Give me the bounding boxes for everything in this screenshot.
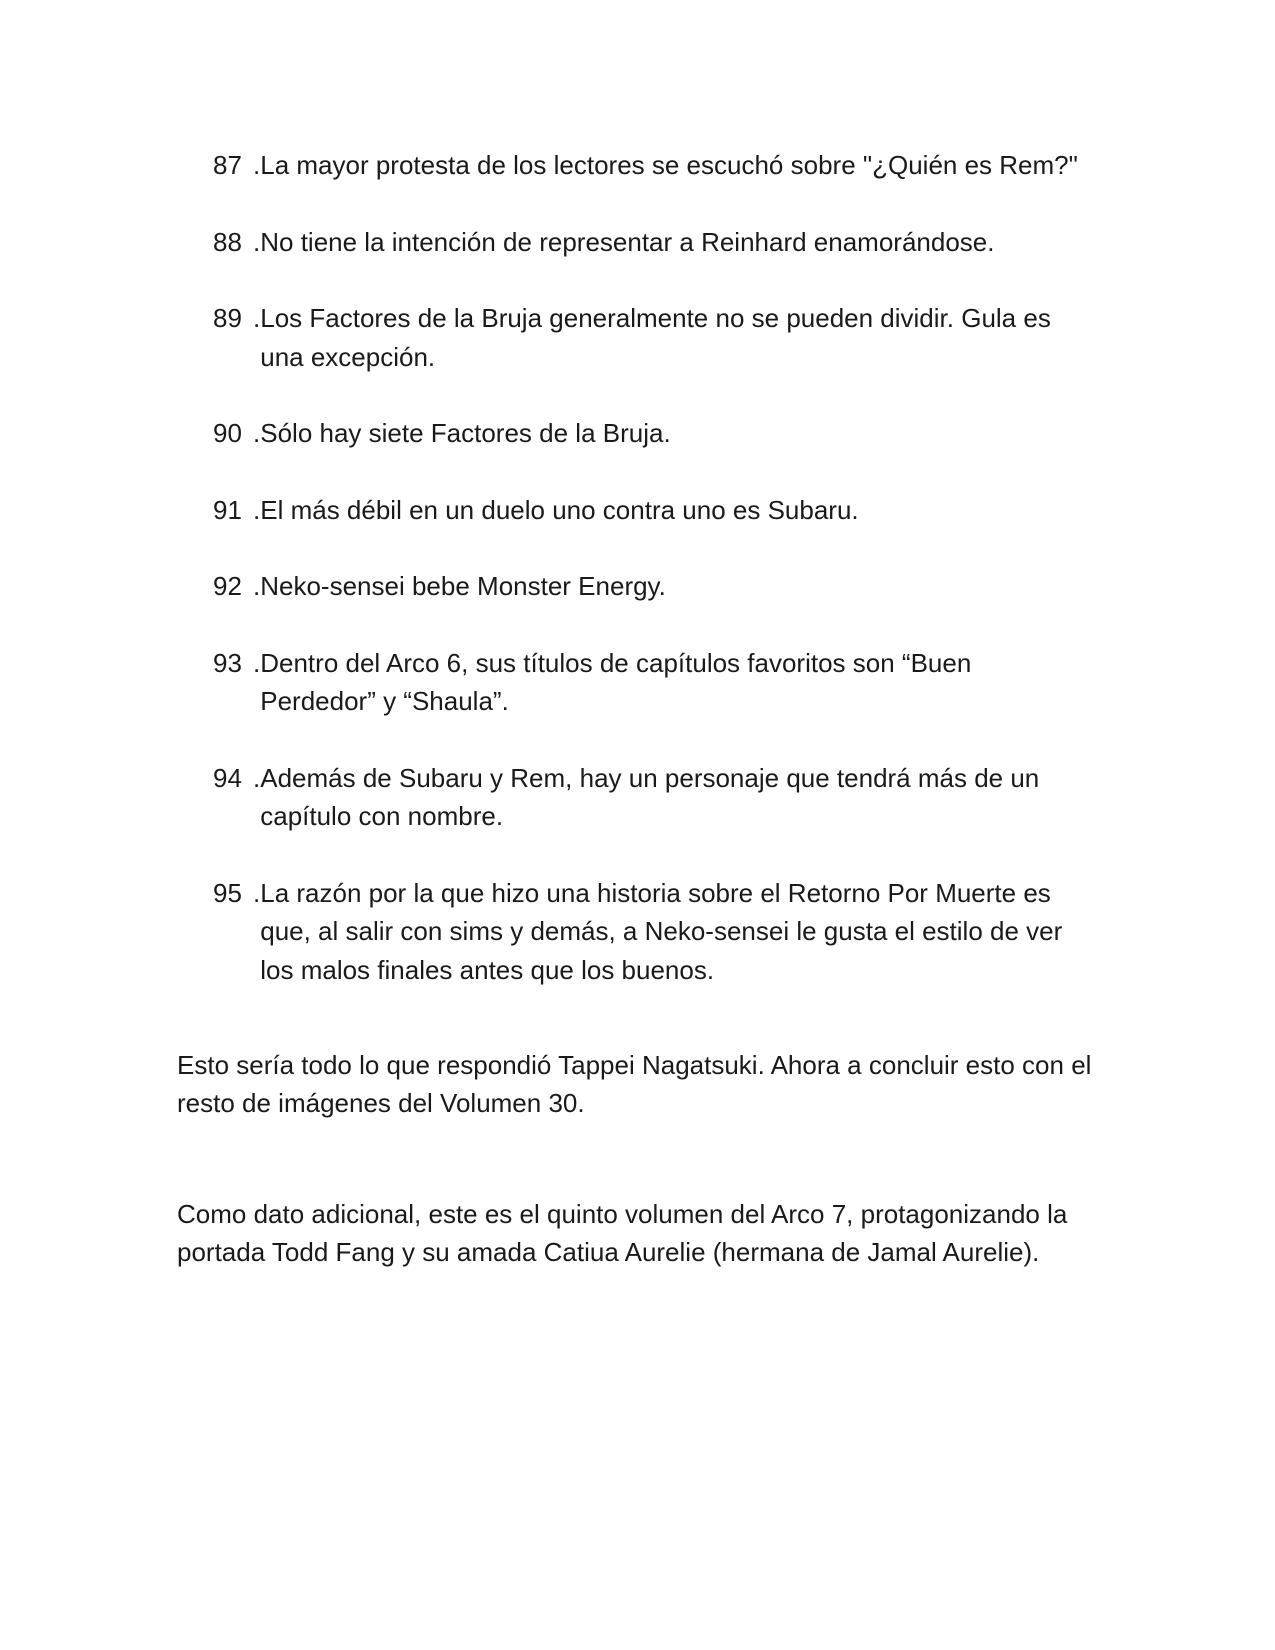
- list-item: [213, 644, 1093, 721]
- list-item: [213, 491, 1093, 530]
- list-item: [213, 874, 1093, 990]
- list-item: [213, 299, 1093, 376]
- list-item-period: .: [253, 762, 261, 793]
- list-item: [213, 759, 1093, 836]
- numbered-list: [213, 146, 1093, 1027]
- list-item-number: 95: [213, 877, 242, 908]
- list-item-text: La mayor protesta de los lectores se escuchó sobre "¿Quién es Rem?": [260, 150, 1078, 180]
- list-item-period: .: [253, 303, 261, 333]
- list-item-text: Los Factores de la Bruja generalmente no se pueden dividir. Gula es una excepción.: [260, 303, 1051, 372]
- list-item-number: 93: [213, 647, 242, 678]
- list-item-text: El más débil en un duelo uno contra uno es Subaru.: [260, 494, 859, 525]
- list-item-text: No tiene la intención de representar a Reinhard enamorándose.: [260, 226, 995, 257]
- list-item-period: .: [253, 418, 261, 448]
- list-item-number: 90: [213, 418, 242, 448]
- closing-paragraph: Esto sería todo lo que respondió Tappei Nagatsuki. Ahora a concluir esto con el resto de imágenes del Volumen 30.: [177, 1050, 1092, 1118]
- list-item-period: .: [253, 150, 261, 180]
- list-item-period: .: [253, 494, 261, 525]
- list-item-period: .: [253, 877, 261, 908]
- list-item-period: .: [253, 571, 261, 601]
- list-item: [213, 567, 1093, 606]
- list-item-number: 91: [213, 494, 242, 525]
- additional-info-paragraph: Como dato adicional, este es el quinto volumen del Arco 7, protagonizando la portada Todd Fang y su amada Catiua Aurelie (hermana de Jamal Aurelie).: [177, 1199, 1068, 1267]
- list-item-text: Dentro del Arco 6, sus títulos de capítulos favoritos son “Buen Perdedor” y “Shaula”.: [260, 647, 972, 716]
- list-item-number: 87: [213, 150, 242, 180]
- list-item-text: Sólo hay siete Factores de la Bruja.: [260, 418, 671, 448]
- list-item-number: 89: [213, 303, 242, 333]
- list-item-period: .: [253, 226, 261, 257]
- list-item-number: 92: [213, 571, 242, 601]
- list-item: [213, 146, 1093, 185]
- list-item-text: Neko-sensei bebe Monster Energy.: [260, 571, 666, 601]
- list-item-number: 94: [213, 762, 242, 793]
- list-item: [213, 223, 1093, 262]
- list-item: [213, 414, 1093, 453]
- list-item-text: Además de Subaru y Rem, hay un personaje que tendrá más de un capítulo con nombre.: [260, 762, 1040, 831]
- list-item-period: .: [253, 647, 261, 678]
- list-item-text: La razón por la que hizo una historia sobre el Retorno Por Muerte es que, al salir con sims y demás, a Neko-sensei le gusta el estilo de ver los malos finales antes que los buenos.: [260, 877, 1063, 985]
- list-item-number: 88: [213, 226, 242, 257]
